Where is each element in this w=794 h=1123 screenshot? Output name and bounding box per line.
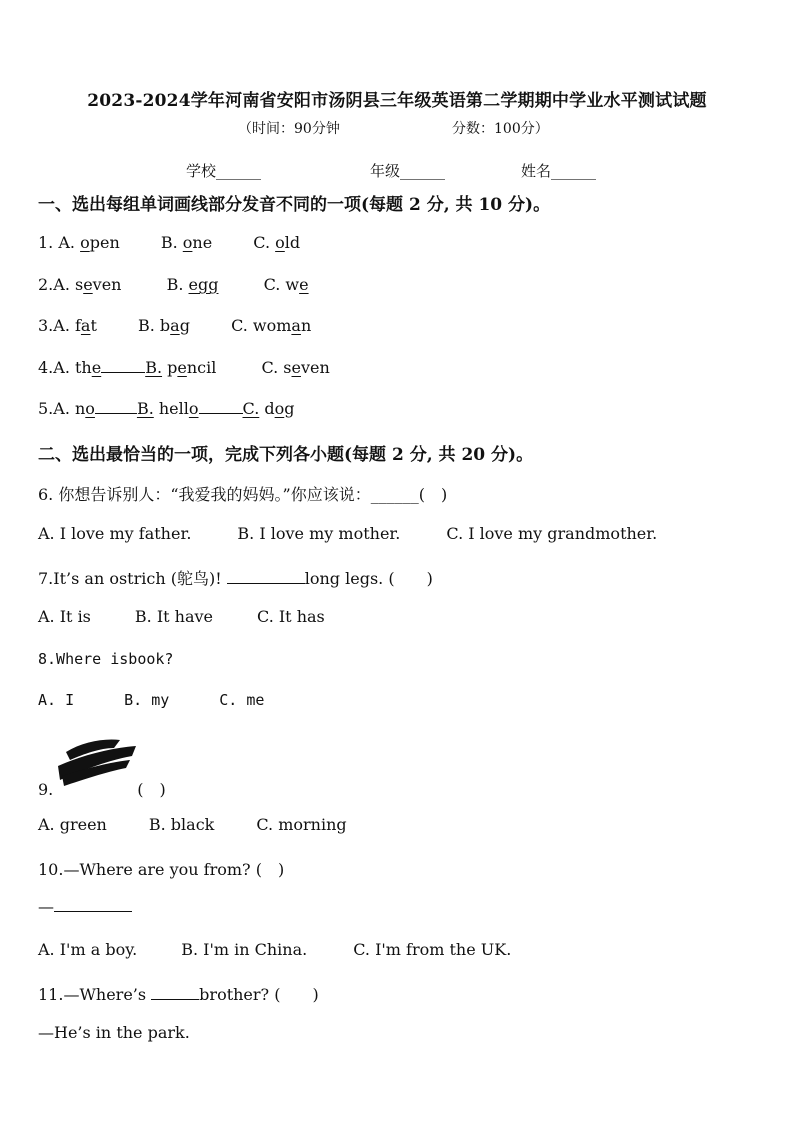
question-9-stem [38, 777, 166, 800]
underlined-letter: e [177, 358, 187, 377]
option-c-prefix: C. [242, 399, 260, 418]
option-c-prefix: C. [253, 233, 276, 252]
option-b: B. I love my mother. [237, 524, 401, 543]
option-a-prefix: A. f [53, 316, 81, 335]
option-b-rest: ne [192, 233, 213, 252]
answer-blank [54, 897, 132, 912]
underline-gap [95, 399, 137, 414]
underlined-letter: o [188, 399, 199, 418]
grade-field: 年级______ [370, 162, 446, 180]
underlined-letter: e [291, 358, 301, 377]
option-c: C. morning [256, 815, 347, 834]
option-a: A. I [38, 691, 75, 709]
underline-gap [101, 358, 145, 373]
question-2 [38, 275, 309, 294]
underlined-letter: e [83, 275, 93, 294]
option-c-rest: g [284, 399, 295, 418]
question-6-options [38, 524, 657, 543]
option-b-prefix: B. b [138, 316, 171, 335]
option-a: A. I love my father. [38, 524, 192, 543]
question-number: 2. [38, 275, 54, 294]
option-c: C. I love my grandmother. [446, 524, 658, 543]
underline-gap [199, 399, 243, 414]
option-c: C. me [219, 691, 265, 709]
option-a-prefix: A. [58, 233, 81, 252]
option-c-prefix: C. s [261, 358, 292, 377]
option-a-prefix: A. th [53, 358, 92, 377]
option-c-prefix: C. wom [231, 316, 292, 335]
underlined-letter: o [182, 233, 193, 252]
page-title: 2023-2024学年河南省安阳市汤阴县三年级英语第二学期期中学业水平测试试题 [87, 91, 707, 111]
option-a-prefix: A. n [53, 399, 86, 418]
underlined-letter: e [188, 275, 198, 294]
underlined-letter: o [80, 233, 90, 252]
underlined-letter: e [91, 358, 102, 377]
question-10-stem: 10.—Where are you from? ( ) [38, 860, 285, 879]
question-3 [38, 316, 311, 335]
exam-time: （时间：90分钟 [238, 121, 340, 137]
question-text: 7.It’s an ostrich (鸵鸟)! [38, 569, 227, 588]
option-a: A. I'm a boy. [38, 940, 138, 959]
question-4 [38, 358, 330, 377]
underlined-letter: a [80, 316, 91, 335]
option-a-rest: t [90, 316, 97, 335]
option-a: A. green [38, 815, 107, 834]
question-6-stem: 6. 你想告诉别人：“我爱我的妈妈。”你应该说：______( ) [38, 485, 448, 504]
underlined-letter: e [299, 275, 309, 294]
name-field: 姓名______ [521, 162, 597, 180]
question-7-stem [38, 566, 433, 589]
option-c-word: d [259, 399, 275, 418]
question-9-options [38, 815, 347, 834]
question-number: 9. [38, 780, 54, 799]
underlined-letter: a [170, 316, 180, 335]
question-number: 5. [38, 399, 54, 418]
question-8-options [38, 691, 264, 709]
option-b-rest: gg [197, 275, 219, 294]
option-c-rest: ld [284, 233, 301, 252]
option-b: B. It have [134, 607, 214, 626]
option-b-rest: ncil [186, 358, 217, 377]
question-5 [38, 399, 295, 418]
question-text: long legs. ( ) [304, 569, 433, 588]
exam-score: 分数：100分） [452, 121, 549, 137]
option-a: A. It is [38, 607, 91, 626]
option-b: B. black [148, 815, 215, 834]
option-c-prefix: C. w [263, 275, 300, 294]
section-2-heading: 二、选出最恰当的一项，完成下列各小题(每题 2 分, 共 20 分)。 [38, 445, 534, 465]
question-7-options [38, 607, 325, 626]
underlined-letter: o [274, 399, 285, 418]
question-11-stem [38, 982, 319, 1005]
option-b-rest: g [179, 316, 190, 335]
option-c: C. It has [257, 607, 325, 626]
question-11-reply: —He’s in the park. [38, 1023, 190, 1042]
option-b-prefix: B. [166, 275, 189, 294]
option-c-rest: n [300, 316, 312, 335]
option-b: B. my [124, 691, 170, 709]
question-text: 11.—Where’s [38, 985, 152, 1004]
answer-blank [151, 985, 199, 1000]
option-c: C. I'm from the UK. [353, 940, 512, 959]
option-c-rest: ven [300, 358, 330, 377]
option-b-word: hell [153, 399, 189, 418]
option-b-prefix: B. [136, 399, 154, 418]
question-number: 3. [38, 316, 54, 335]
question-number: 4. [38, 358, 54, 377]
question-text: brother? ( ) [199, 985, 319, 1004]
question-8-stem: 8.Where isbook? [38, 650, 174, 668]
option-b-prefix: B. [145, 358, 163, 377]
option-b: B. I'm in China. [181, 940, 308, 959]
section-1-heading: 一、选出每组单词画线部分发音不同的一项(每题 2 分, 共 10 分)。 [38, 195, 551, 215]
underlined-letter: a [291, 316, 301, 335]
question-10-options [38, 940, 511, 959]
answer-blank [227, 569, 305, 584]
question-1 [38, 233, 300, 252]
school-field: 学校______ [186, 162, 262, 180]
question-10-answer-line [38, 897, 132, 916]
option-b-word: p [162, 358, 178, 377]
option-a-prefix: A. s [53, 275, 84, 294]
underlined-letter: o [275, 233, 285, 252]
option-a-rest: ven [92, 275, 122, 294]
underlined-letter: o [85, 399, 95, 418]
answer-parentheses: ( ) [137, 780, 166, 799]
dash: — [38, 897, 54, 916]
option-b-prefix: B. [160, 233, 183, 252]
option-a-rest: pen [89, 233, 120, 252]
question-number: 1. [38, 233, 59, 252]
